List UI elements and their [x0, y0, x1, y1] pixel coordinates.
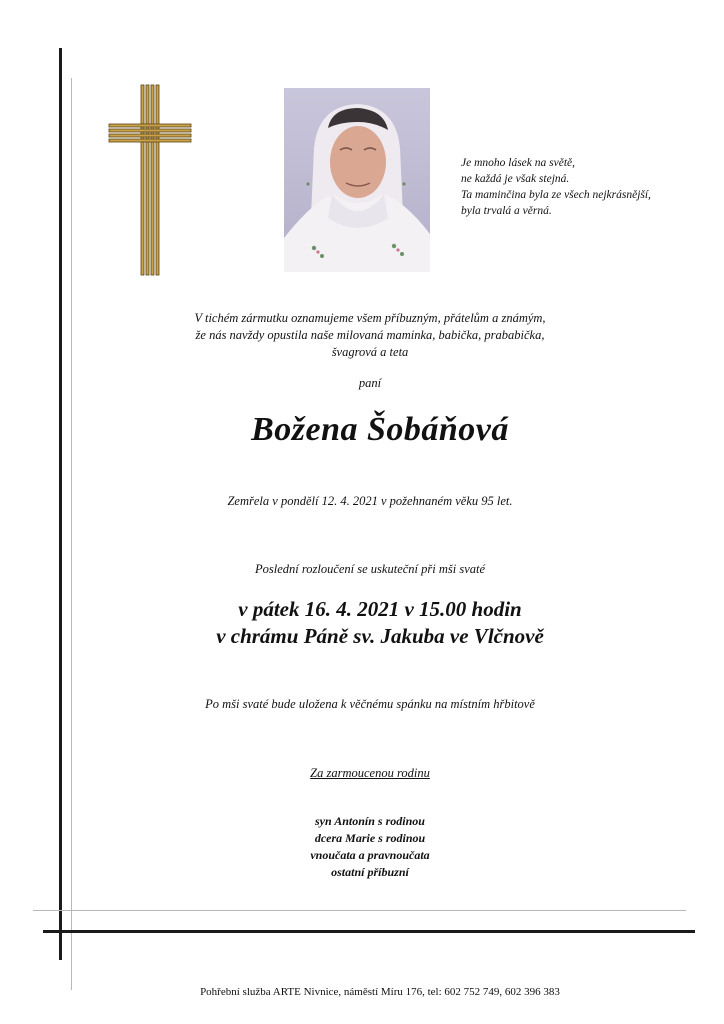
intro-line: V tichém zármutku oznamujeme všem příbuzným, přátelům a známým,: [194, 311, 546, 325]
burial-notice: Po mši svaté bude uložena k věčnému spánku na místním hřbitově: [205, 697, 535, 711]
family-member: ostatní příbuzní: [331, 865, 409, 879]
poem-line: Je mnoho lásek na světě,: [461, 157, 576, 169]
farewell-details: [40, 596, 720, 650]
footer-contact: Pohřební služba ARTE Nivnice, náměstí Míru 176, tel: 602 752 749, 602 396 383: [200, 986, 560, 998]
farewell-where: v chrámu Páně sv. Jakuba ve Vlčnově: [216, 624, 544, 648]
family-member: syn Antonín s rodinou: [315, 814, 425, 828]
family-member: dcera Marie s rodinou: [314, 831, 426, 845]
intro-line: že nás navždy opustila naše milovaná maminka, babička, prababička,: [195, 328, 545, 342]
family-heading-text: Za zarmoucenou rodinu: [310, 766, 430, 780]
intro-text: [70, 310, 670, 361]
family-heading: [70, 766, 670, 781]
farewell-when: v pátek 16. 4. 2021 v 15.00 hodin: [238, 597, 522, 621]
title-prefix: paní: [358, 376, 382, 390]
frame-horizontal-thick: [43, 930, 695, 933]
family-list: [70, 813, 670, 881]
deceased-name: Božena Šobáňová: [251, 411, 509, 448]
frame-horizontal-thin: [33, 910, 686, 911]
cross-icon: [108, 84, 192, 276]
poem-line: Ta maminčina byla ze všech nejkrásnější,: [461, 189, 651, 201]
portrait-photo: [284, 88, 430, 272]
poem-line: ne každá je však stejná.: [461, 173, 570, 185]
frame-vertical-thick: [59, 48, 62, 960]
farewell-intro: Poslední rozloučení se uskuteční při mši svaté: [254, 562, 486, 576]
death-notice: Zemřela v pondělí 12. 4. 2021 v požehnaném věku 95 let.: [227, 494, 513, 508]
poem: [461, 155, 661, 219]
poem-line: byla trvalá a věrná.: [461, 205, 552, 217]
intro-line: švagrová a teta: [331, 345, 409, 359]
family-member: vnoučata a pravnoučata: [310, 848, 430, 862]
